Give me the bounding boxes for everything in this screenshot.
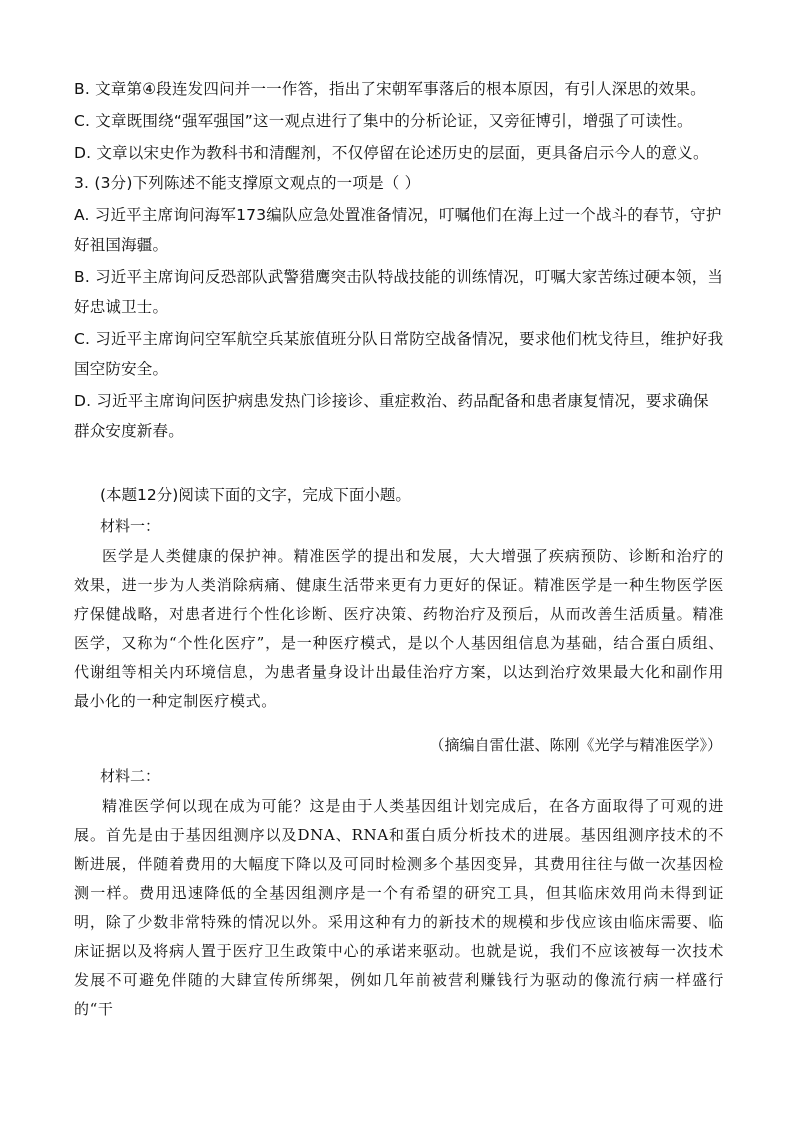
material-1-label: 材料一： bbox=[100, 517, 161, 535]
question-3-stem: 3. (3分)下列陈述不能支撑原文观点的一项是（ ） bbox=[74, 174, 421, 192]
material-2-label: 材料二： bbox=[100, 767, 161, 785]
option-2d: D. 文章以宋史作为教科书和清醒剂，不仅停留在论述历史的层面，更具备启示今人的意义。 bbox=[74, 144, 709, 162]
section-intro: (本题12分)阅读下面的文字，完成下面小题。 bbox=[100, 486, 411, 504]
option-3a: A. 习近平主席询问海军173编队应急处置准备情况，叮嘱他们在海上过一个战斗的春节，守护好祖国海疆。 bbox=[74, 206, 722, 254]
option-3d: D. 习近平主席询问医护病患发热门诊接诊、重症救治、药品配备和患者康复情况，要求确保群众安度新春。 bbox=[74, 392, 709, 440]
option-3b: B. 习近平主席询问反恐部队武警猎鹰突击队特战技能的训练情况，叮嘱大家苦练过硬本领，当好忠诚卫士。 bbox=[74, 268, 724, 316]
material-1-source: （摘编自雷仕湛、陈刚《光学与精准医学》） bbox=[429, 736, 722, 754]
material-2-text: 精准医学何以现在成为可能？这是由于人类基因组计划完成后，在各方面取得了可观的进展。首先是由于基因组测序以及DNA、RNA和蛋白质分析技术的进展。基因组测序技术的不断进展，伴随着费用的大幅度下降以及可同时检测多个基因变异，其费用往往与做一次基因检测一样。费用迅速降低的全基因组测序是一个有希望的研究工具，但其临床效用尚未得到证明，除了少数非常特殊的情况以外。采用这种有力的新技术的规模和步伐应该由临床需要、临床证据以及将病人置于医疗卫生政策中心的承诺来驱动。也就是说，我们不应该被每一次技术发展不可避免伴随的大肆宣传所绑架，例如几年前被营利赚钱行为驱动的像流行病一样盛行的“干 bbox=[74, 797, 724, 1018]
material-1-text: 医学是人类健康的保护神。精准医学的提出和发展，大大增强了疾病预防、诊断和治疗的效果，进一步为人类消除病痛、健康生活带来更有力更好的保证。精准医学是一种生物医学医疗保健战略，对患者进行个性化诊断、医疗决策、药物治疗及预后，从而改善生活质量。精准医学，又称为“个性化医疗”，是一种医疗模式，是以个人基因组信息为基础，结合蛋白质组、代谢组等相关内环境信息，为患者量身设计出最佳治疗方案，以达到治疗效果最大化和副作用最小化的一种定制医疗模式。 bbox=[74, 547, 724, 710]
option-3c: C. 习近平主席询问空军航空兵某旅值班分队日常防空战备情况，要求他们枕戈待旦，维护好我国空防安全。 bbox=[74, 330, 724, 378]
option-2b: B. 文章第④段连发四问并一一作答，指出了宋朝军事落后的根本原因，有引人深思的效果。 bbox=[74, 80, 706, 98]
option-2c: C. 文章既围绕“强军强国”这一观点进行了集中的分析论证，又旁征博引，增强了可读性。 bbox=[74, 112, 693, 130]
